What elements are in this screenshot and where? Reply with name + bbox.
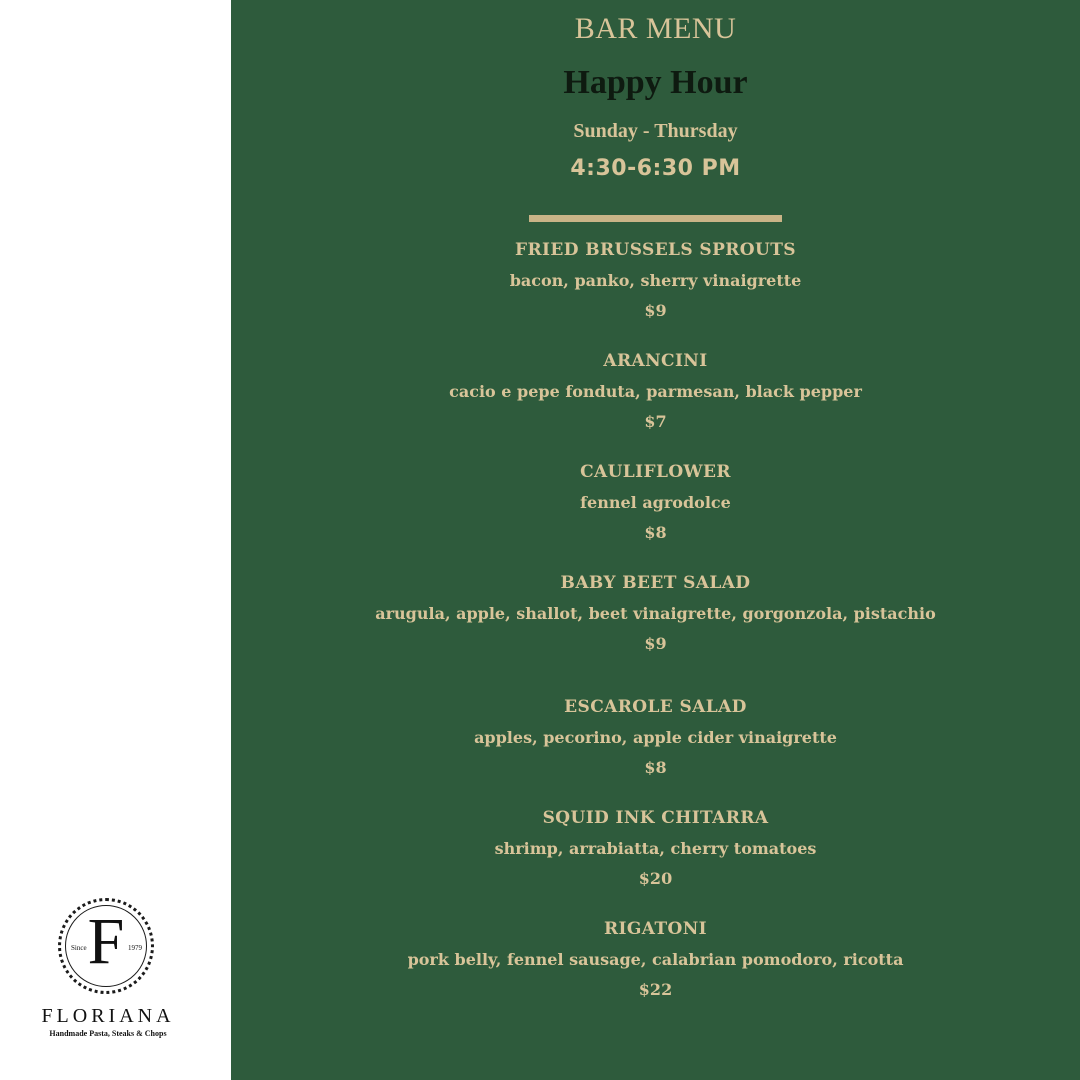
logo-emblem xyxy=(58,898,154,994)
item-description: pork belly, fennel sausage, calabrian pomodoro, ricotta xyxy=(407,950,904,969)
menu-item xyxy=(231,919,1080,1019)
logo-wordmark: FLORIANA xyxy=(41,1005,175,1027)
item-price: $8 xyxy=(644,523,667,542)
section-title: BAR MENU xyxy=(574,12,737,45)
item-description: arugula, apple, shallot, beet vinaigrette, gorgonzola, pistachio xyxy=(375,604,936,623)
item-price: $20 xyxy=(638,869,673,888)
menu-item xyxy=(231,573,1080,673)
item-name: FRIED BRUSSELS SPROUTS xyxy=(515,240,796,260)
item-price: $22 xyxy=(638,980,673,999)
item-price: $9 xyxy=(644,634,667,653)
item-description: shrimp, arrabiatta, cherry tomatoes xyxy=(494,839,817,858)
item-name: RIGATONI xyxy=(603,919,707,939)
logo-year: 1979 xyxy=(128,944,142,952)
item-price: $9 xyxy=(644,301,667,320)
menu-item xyxy=(231,351,1080,451)
item-description: bacon, panko, sherry vinaigrette xyxy=(509,271,802,290)
logo-letter: F xyxy=(87,905,125,978)
menu-item xyxy=(231,462,1080,562)
item-name: BABY BEET SALAD xyxy=(560,573,751,593)
item-description: fennel agrodolce xyxy=(580,493,731,512)
divider xyxy=(529,215,782,222)
item-name: CAULIFLOWER xyxy=(580,462,731,482)
item-price: $7 xyxy=(644,412,667,431)
menu-item xyxy=(231,808,1080,908)
item-price: $8 xyxy=(644,758,667,777)
item-description: cacio e pepe fonduta, parmesan, black pepper xyxy=(449,382,862,401)
menu-item xyxy=(231,697,1080,797)
item-name: ESCAROLE SALAD xyxy=(564,697,747,717)
item-description: apples, pecorino, apple cider vinaigrette xyxy=(474,728,837,747)
happy-hour-time: 4:30-6:30 PM xyxy=(570,156,741,181)
happy-hour-days: Sunday - Thursday xyxy=(573,120,738,142)
happy-hour-title: Happy Hour xyxy=(563,64,748,101)
menu-item xyxy=(231,240,1080,340)
logo-since: Since xyxy=(71,944,87,952)
logo-tagline: Handmade Pasta, Steaks & Chops xyxy=(49,1029,167,1038)
item-name: SQUID INK CHITARRA xyxy=(542,808,769,828)
item-name: ARANCINI xyxy=(603,351,708,371)
